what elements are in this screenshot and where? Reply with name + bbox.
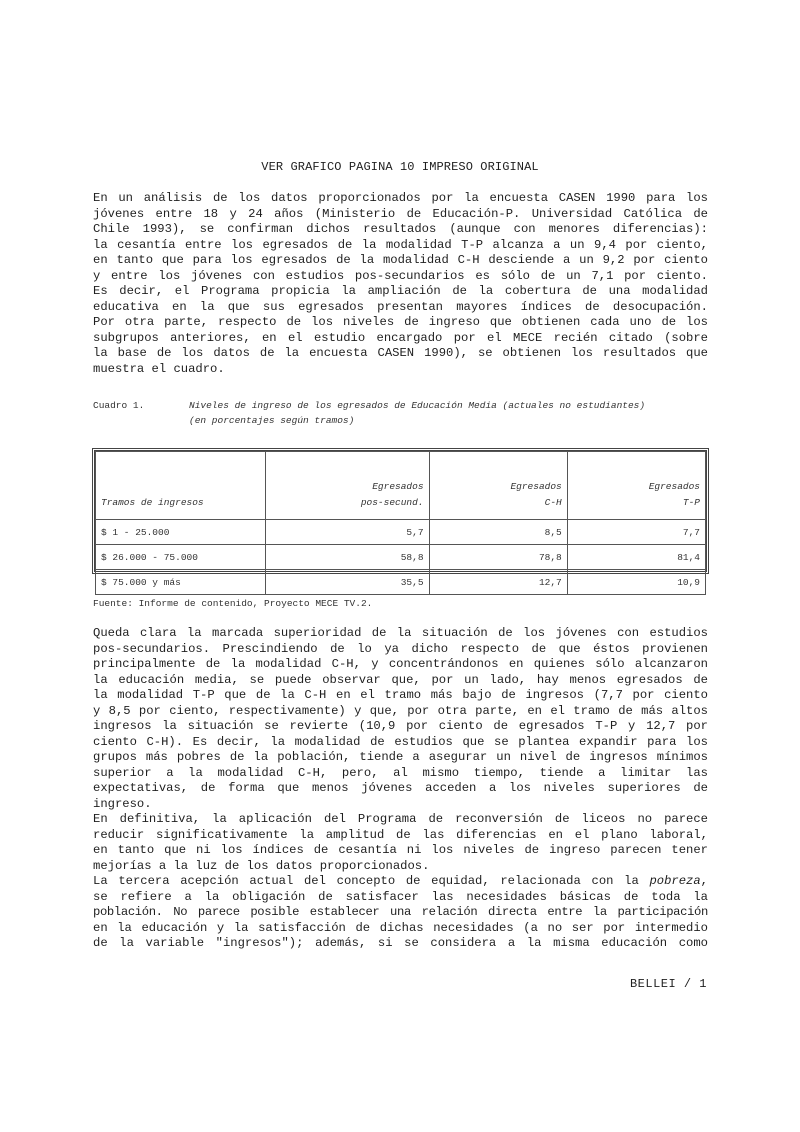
text-line: la cesantía entre los egresados de la modalidad T-P alcanza a un 9,4 por ciento, — [93, 237, 708, 252]
header-income-brackets — [96, 452, 266, 520]
text-line: principalmente de la modalidad C-H, y concentrándonos en quienes sólo alcanzaron — [93, 657, 708, 671]
paragraph-poverty — [93, 874, 708, 952]
text-line: la base de los datos de la encuesta CASEN 1990), se obtienen los resultados que — [93, 346, 708, 360]
table-label: Cuadro 1. — [93, 400, 145, 411]
header-line: Egresados — [648, 481, 700, 492]
text-line: superior a la modalidad C-H, pero, al mismo tiempo, tiende a limitar las — [93, 765, 708, 780]
text-line: En un análisis de los datos proporcionados por la encuesta CASEN 1990 para los — [93, 191, 708, 205]
text-line: en la educación y la satisfacción de dichas necesidades (a no ser por intermedio — [93, 920, 708, 935]
text-line: Por otra parte, respecto de los niveles de ingreso que obtienen cada uno de los — [93, 315, 708, 329]
header-line: C-H — [544, 497, 562, 508]
cell-value: 81,4 — [567, 545, 705, 570]
text-line: en tanto que ni los índices de cesantía ni los niveles de ingreso parecen tener — [93, 843, 708, 857]
table-title-line: (en porcentajes según tramos) — [189, 415, 355, 426]
text-line: y entre los jóvenes con estudios pos-secundarios es sólo de un 7,1 por ciento. — [93, 268, 708, 283]
text-line: grupos más pobres de la población, tiende a asegurar un nivel de ingresos mínimos — [93, 750, 708, 764]
text-line: subgrupos anteriores, en el estudio encargado por el MECE recién citado (sobre — [93, 330, 708, 345]
table-header-row — [96, 452, 706, 520]
cell-bracket: $ 75.000 y más — [96, 570, 266, 595]
text-line: Queda clara la marcada superioridad de la situación de los jóvenes con estudios — [93, 626, 708, 640]
header-pos-secundarios — [266, 452, 430, 520]
table-title — [189, 398, 645, 428]
text-run: , — [700, 874, 708, 888]
text-run: La tercera acepción actual del concepto de equidad, relacionada con la — [93, 874, 650, 888]
income-table — [95, 451, 706, 595]
table-row — [96, 520, 706, 545]
text-line: reducir significativamente la amplitud de las diferencias en el plano laboral, — [93, 827, 708, 842]
text-line: ciento C-H). Es decir, la modalidad de estudios que se plantea expandir para los — [93, 734, 708, 749]
cell-value: 5,7 — [266, 520, 430, 545]
text-line: jóvenes entre 18 y 24 años (Ministerio de Educación-P. Universidad Católica de — [93, 206, 708, 221]
cell-value: 35,5 — [266, 570, 430, 595]
text-line: mejorías a la luz de los datos proporcionados. — [93, 858, 430, 873]
header-line: T-P — [682, 497, 700, 508]
text-line: Es decir, el Programa propicia la ampliación de la cobertura de una modalidad — [93, 284, 708, 298]
cell-value: 78,8 — [429, 545, 567, 570]
header-tp — [567, 452, 705, 520]
text-line: población. No parece posible establecer una relación directa entre la participación — [93, 905, 708, 919]
header-line: pos-secund. — [360, 497, 424, 508]
table-title-line: Niveles de ingreso de los egresados de Educación Media (actuales no estudiantes) — [189, 400, 646, 411]
text-line — [93, 874, 708, 890]
cell-value: 10,9 — [567, 570, 705, 595]
text-line: En definitiva, la aplicación del Programa de reconversión de liceos no parece — [93, 812, 708, 826]
graphic-reference-note: VER GRAFICO PAGINA 10 IMPRESO ORIGINAL — [261, 160, 539, 174]
text-line: se refiere a la obligación de satisfacer las necesidades básicas de toda la — [93, 889, 708, 904]
page-footer: BELLEI / 1 — [629, 977, 707, 991]
text-line: ingresos la situación se revierte (10,9 por ciento de egresados T-P y 12,7 por — [93, 719, 708, 733]
text-line: la educación media, se puede observar que, por un lado, hay menos egresados de — [93, 672, 708, 687]
text-line: ingreso. — [93, 796, 152, 811]
cell-bracket: $ 26.000 - 75.000 — [96, 545, 266, 570]
text-line: y 8,5 por ciento, respectivamente) y que, por otra parte, en el tramo de más altos — [93, 703, 708, 718]
emphasis-pobreza: pobreza — [649, 874, 701, 888]
cell-value: 58,8 — [266, 545, 430, 570]
text-line: de la variable "ingresos"); además, si se considera a la misma educación como — [93, 936, 708, 950]
cell-value: 7,7 — [567, 520, 705, 545]
header-ch — [429, 452, 567, 520]
income-table-frame — [92, 448, 709, 588]
paragraph-casen-analysis — [93, 191, 708, 377]
table-source: Fuente: Informe de contenido, Proyecto MECE TV.2. — [93, 598, 373, 609]
text-line: pos-secundarios. Prescindiendo de lo ya dicho respecto de que éstos provienen — [93, 641, 708, 656]
text-line: expectativas, de forma que menos jóvenes acceden a los niveles superiores de — [93, 781, 708, 795]
text-line: Chile 1993), se confirman dichos resultados (aunque con menores diferencias): — [93, 222, 708, 236]
cell-value: 8,5 — [429, 520, 567, 545]
cell-bracket: $ 1 - 25.000 — [96, 520, 266, 545]
table-row — [96, 570, 706, 595]
text-line: muestra el cuadro. — [93, 361, 225, 376]
header-line: Tramos de ingresos — [101, 497, 204, 508]
paragraph-conclusion — [93, 812, 708, 874]
text-line: la modalidad T-P que de la C-H en el tramo más bajo de ingresos (7,7 por ciento — [93, 688, 708, 702]
table-row — [96, 545, 706, 570]
header-line: Egresados — [510, 481, 562, 492]
cell-value: 12,7 — [429, 570, 567, 595]
text-line: en tanto que para los egresados de la modalidad C-H desciende a un 9,2 por ciento — [93, 253, 708, 267]
header-line: Egresados — [372, 481, 424, 492]
text-line: educativa en la que sus egresados presentan mayores índices de desocupación. — [93, 299, 708, 314]
paragraph-superiority — [93, 626, 708, 812]
